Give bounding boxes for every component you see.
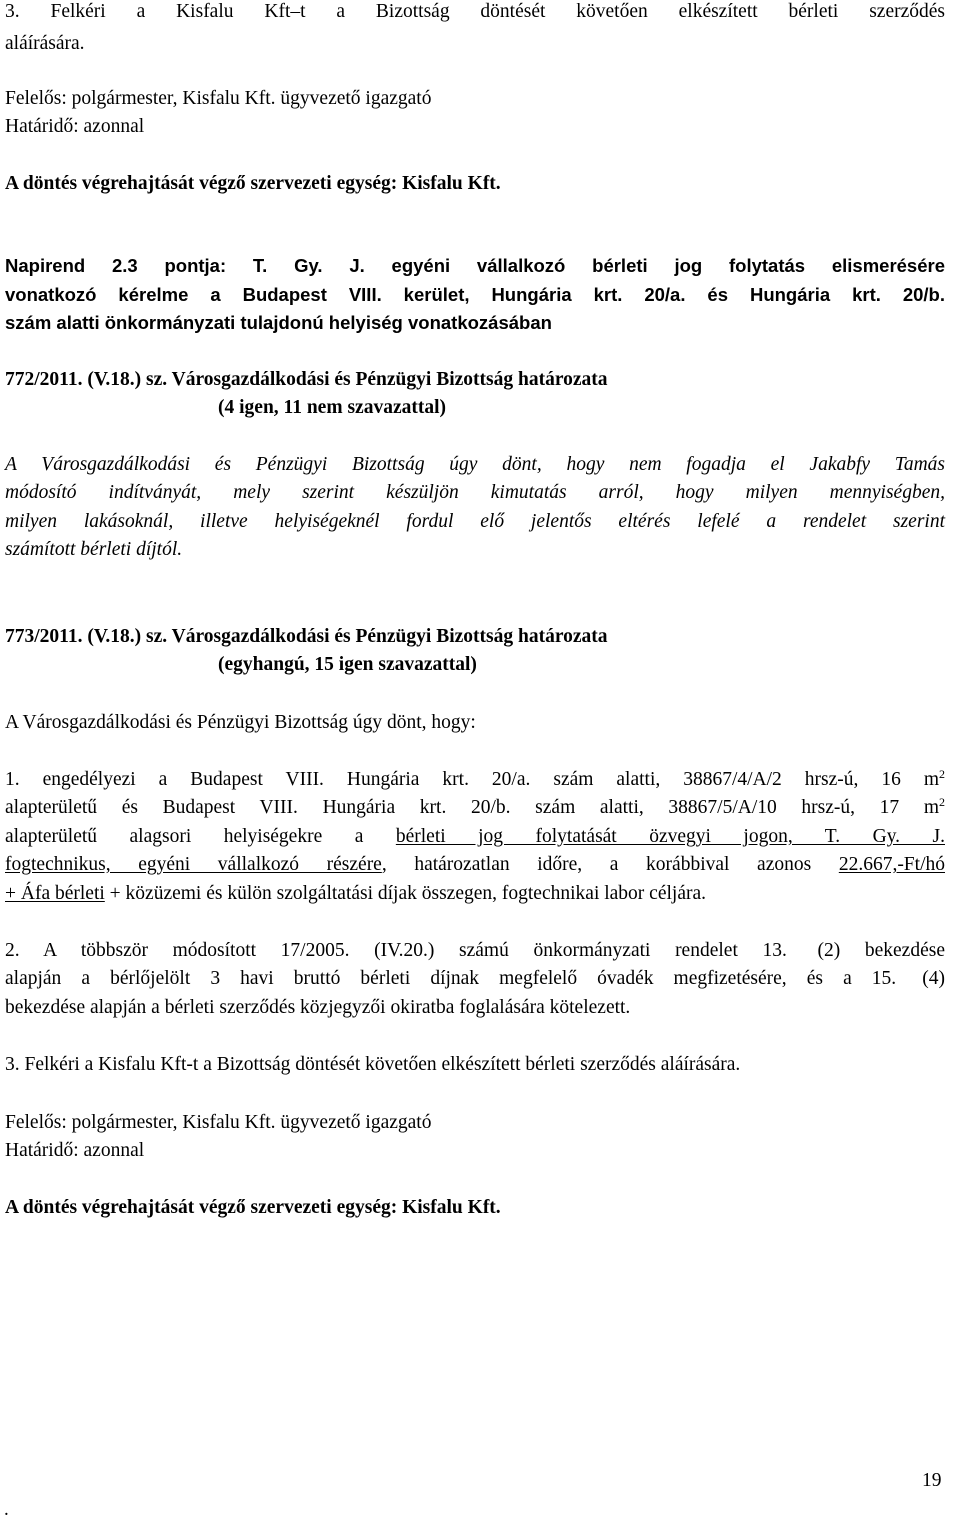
underlined-vat-text: + Áfa bérleti [5,883,105,904]
resolution-772-vote: (4 igen, 11 nem szavazattal) [218,397,447,418]
executing-unit-line: A döntés végrehajtását végző szervezeti egység: Kisfalu Kft. [5,173,501,194]
agenda-line2: vonatkozó kérelme a Budapest VIII. kerület, Hungária krt. 20/a. és Hungária krt. 20/b. [5,284,945,305]
underlined-tenant-text: fogtechnikus, egyéni vállalkozó részére [5,854,382,875]
point3-line: 3. Felkéri a Kisfalu Kft-t a Bizottság döntését követően elkészített bérleti szerződés aláírására. [5,1054,741,1075]
point2-line2: alapján a bérlőjelölt 3 havi bruttó bérleti díjnak megfelelő óvadék megfizetésére, és a 15. (4) [5,968,945,989]
resolution-773-heading: 773/2011. (V.18.) sz. Városgazdálkodási és Pénzügyi Bizottság határozata [5,626,608,647]
deadline-line-2: Határidő: azonnal [5,1140,145,1161]
page-number: 19 [922,1470,942,1491]
resolution-772-heading: 772/2011. (V.18.) sz. Városgazdálkodási és Pénzügyi Bizottság határozata [5,369,608,390]
point1-line4: fogtechnikus, egyéni vállalkozó részére, határozatlan időre, a korábbival azonos 22.667,-Ft/hó [5,854,945,875]
point2-line3: bekezdése alapján a bérleti szerződés közjegyzői okiratba foglalására kötelezett. [5,997,631,1018]
point1-line3: alapterületű alagsori helyiségekre a bérleti jog folytatását özvegyi jogon, T. Gy. J. [5,826,945,847]
deadline-line: Határidő: azonnal [5,116,145,137]
underlined-rent-amount: 22.667,-Ft/hó [838,854,945,875]
point1-line5: + Áfa bérleti + közüzemi és külön szolgáltatási díjak összegen, fogtechnikai labor céljára. [5,883,707,904]
underlined-tenancy-text: bérleti jog folytatását özvegyi jogon, T. Gy. J. [395,826,945,847]
superscript-2: 2 [939,767,945,781]
item3-line1: 3. Felkéri a Kisfalu Kft–t a Bizottság döntését követően elkészített bérleti szerződés [5,1,945,22]
point1-line1: 1. engedélyezi a Budapest VIII. Hungária krt. 20/a. szám alatti, 38867/4/A/2 hrsz-ú, 16 $m^2$ [5,767,945,790]
executing-unit-line-2: A döntés végrehajtását végző szervezeti egység: Kisfalu Kft. [5,1197,501,1218]
item3-line2: aláírására. [5,33,85,54]
responsible-line: Felelős: polgármester, Kisfalu Kft. ügyvezető igazgató [5,88,432,109]
agenda-line3: szám alatti önkormányzati tulajdonú helyiség vonatkozásában [5,312,552,333]
resolution-772-body-line1: A Városgazdálkodási és Pénzügyi Bizottság úgy dönt, hogy nem fogadja el Jakabfy Tamás [5,454,945,475]
responsible-line-2: Felelős: polgármester, Kisfalu Kft. ügyvezető igazgató [5,1112,432,1133]
resolution-772-body-line4: számított bérleti díjtól. [5,539,183,560]
superscript-2: 2 [939,795,945,809]
resolution-773-vote: (egyhangú, 15 igen szavazattal) [218,654,477,675]
resolution-772-body-line3: milyen lakásoknál, illetve helyiségeknél fordul elő jelentős eltérés lefelé a rendelet szerint [5,511,945,532]
agenda-line1: Napirend 2.3 pontja: T. Gy. J. egyéni vállalkozó bérleti jog folytatás elismerésére [5,255,945,276]
point1-line2: alapterületű és Budapest VIII. Hungária krt. 20/b. szám alatti, 38867/5/A/10 hrsz-ú, 17 $m^2$ [5,795,945,818]
resolution-772-body-line2: módosító indítványát, mely szerint készüljön kimutatás arról, hogy milyen mennyiségben, [5,482,945,503]
point2-line1: 2. A többször módosított 17/2005. (IV.20.) számú önkormányzati rendelet 13. (2) bekezdése [5,940,945,961]
resolution-773-intro: A Városgazdálkodási és Pénzügyi Bizottság úgy dönt, hogy: [5,712,476,733]
footer-dot: . [4,1499,9,1520]
